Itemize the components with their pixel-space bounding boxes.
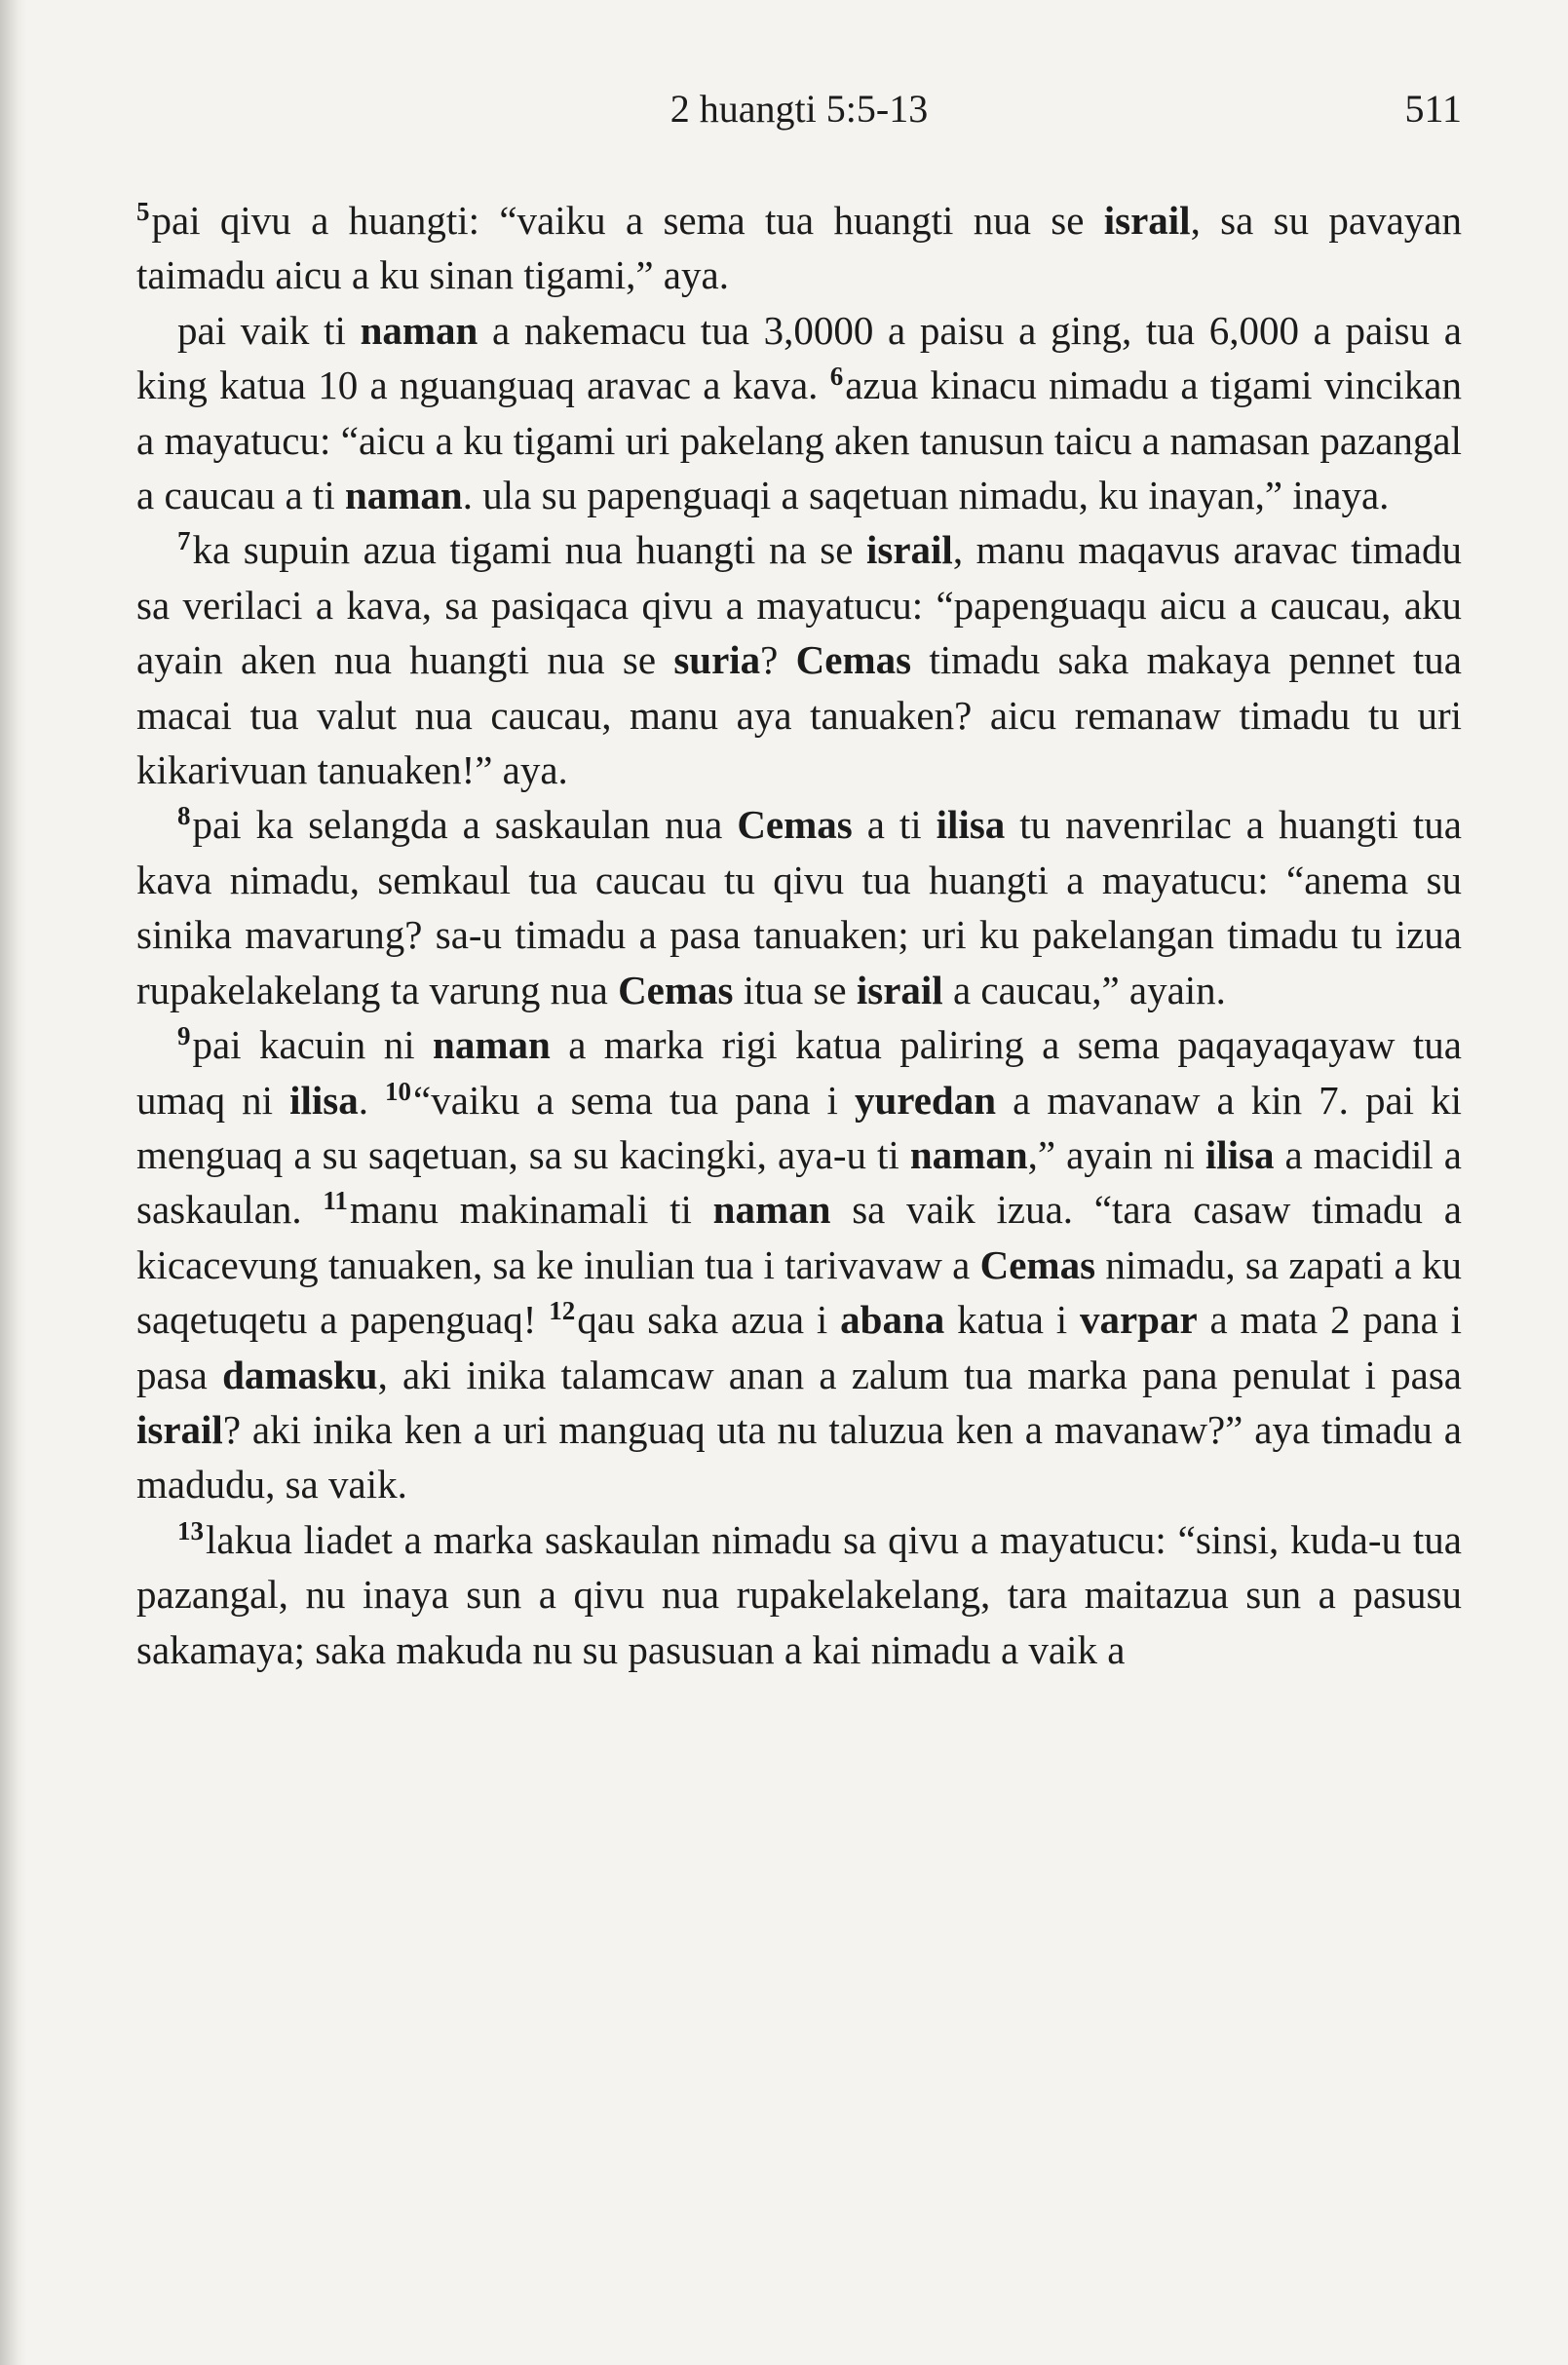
verse-number: 6 [829, 362, 844, 392]
verse-number: 8 [177, 801, 191, 831]
verse-text: timadu saka makaya pennet tua macai tua valut nua caucau, manu aya tanuaken? aicu remanaw timadu tu uri kikarivuan tanuaken!” aya. [136, 637, 1462, 793]
verse-text: , sa su pavayan taimadu aicu a ku sinan tigami,” aya. [136, 198, 1462, 298]
proper-name: ilisa [936, 802, 1006, 848]
paragraph [136, 1017, 1462, 1512]
proper-name: damasku [222, 1352, 378, 1397]
proper-name: naman [909, 1131, 1028, 1177]
verse-number: 5 [136, 197, 150, 226]
verse-text: , manu maqavus aravac timadu sa verilaci a kava, sa pasiqaca qivu a mayatucu: “papenguaqu aicu a caucau, aku ayain aken nua huangti nua se [136, 527, 1462, 683]
proper-name: ilisa [289, 1077, 359, 1123]
verse-text: . ula su papenguaqi a saqetuan nimadu, ku inayan,” inaya. [462, 473, 1390, 518]
verse-text: a nakemacu tua 3,0000 a paisu a ging, tua 6,000 a paisu a king katua 10 a nguanguaq aravac a kava. [136, 307, 1462, 408]
proper-name: israil [1103, 198, 1191, 243]
verse-text: , aki inika talamcaw anan a zalum tua marka pana penulat i pasa [377, 1352, 1462, 1397]
verse-text: katua i [944, 1297, 1080, 1343]
verse-number: 11 [323, 1186, 348, 1216]
proper-name: abana [840, 1297, 945, 1343]
proper-name: Cemas [979, 1241, 1096, 1287]
verse-text: pai vaik ti [177, 307, 361, 353]
proper-name: naman [344, 473, 463, 518]
verse-text: nimadu, sa zapati a ku saqetuqetu a papenguaq! [136, 1241, 1462, 1343]
proper-name: varpar [1079, 1297, 1198, 1343]
verse-text: . [358, 1077, 386, 1123]
page-number: 511 [1404, 87, 1462, 131]
verse-number: 7 [177, 526, 191, 556]
verse-text: lakua liadet a marka saskaulan nimadu sa qivu a mayatucu: “sinsi, kuda-u tua pazangal, nu inaya sun a qivu nua rupakelakelang, tara maitazua sun a pasusu sakamaya; saka makuda nu su pasusuan a kai nimadu a vaik a [136, 1516, 1462, 1672]
paragraph [136, 797, 1462, 1017]
verse-text: pai qivu a huangti: “vaiku a sema tua huangti nua se [151, 198, 1104, 243]
verse-text: ,” ayain ni [1027, 1131, 1205, 1177]
verse-text: ? [760, 637, 796, 683]
verse-text: itua se [733, 967, 857, 1012]
page-header [136, 86, 1462, 144]
running-title: 2 huangti 5:5-13 [669, 87, 929, 131]
proper-name: Cemas [795, 637, 912, 683]
proper-name: naman [433, 1022, 551, 1068]
paragraph [136, 1512, 1462, 1677]
verse-number: 13 [177, 1515, 204, 1545]
verse-text: a macidil a saskaulan. [136, 1131, 1462, 1233]
proper-name: Cemas [737, 802, 853, 848]
verse-text: pai ka selangda a saskaulan nua [192, 802, 738, 848]
proper-name: naman [360, 307, 478, 353]
verse-text: pai kacuin ni [192, 1022, 434, 1068]
verse-text: “vaiku a sema tua pana i [413, 1077, 855, 1123]
paragraph [136, 193, 1462, 303]
proper-name: naman [712, 1187, 831, 1233]
verse-text: sa vaik izua. “tara casaw timadu a kicacevung tanuaken, sa ke inulian tua i tarivavaw a [136, 1187, 1462, 1287]
proper-name: yuredan [854, 1077, 997, 1123]
verse-text: qau saka azua i [577, 1297, 841, 1343]
proper-name: israil [865, 527, 953, 573]
proper-name: Cemas [618, 967, 734, 1012]
proper-name: suria [673, 637, 761, 683]
body-text [136, 193, 1462, 1677]
verse-text: ? aki inika ken a uri manguaq uta nu taluzua ken a mavanaw?” aya timadu a madudu, sa vaik. [136, 1406, 1462, 1507]
paragraph [136, 303, 1462, 523]
verse-text: azua kinacu nimadu a tigami vincikan a mayatucu: “aicu a ku tigami uri pakelang aken tanusun taicu a namasan pazangal a caucau a ti [136, 362, 1463, 518]
verse-text: a ti [852, 802, 937, 848]
verse-text: a marka rigi katua paliring a sema paqayaqayaw tua umaq ni [136, 1022, 1462, 1123]
verse-text: a caucau,” ayain. [942, 967, 1226, 1012]
verse-text: ka supuin azua tigami nua huangti na se [192, 527, 866, 573]
verse-number: 9 [177, 1021, 191, 1051]
verse-text: a mavanaw a kin 7. pai ki menguaq a su saqetuan, sa su kacingki, aya-u ti [136, 1077, 1463, 1177]
proper-name: ilisa [1205, 1131, 1275, 1177]
verse-text: manu makinamali ti [349, 1187, 713, 1233]
proper-name: israil [856, 967, 943, 1012]
paragraph [136, 522, 1462, 797]
page-binding-shadow [0, 0, 27, 2365]
proper-name: israil [136, 1406, 223, 1452]
verse-number: 12 [549, 1296, 576, 1326]
verse-number: 10 [385, 1076, 412, 1106]
verse-text: tu navenrilac a huangti tua kava nimadu, semkaul tua caucau tu qivu tua huangti a mayatucu: “anema su sinika mavarung? sa-u timadu a pasa tanuaken; uri ku pakelangan timadu tu izua rupakelakelang ta varung nua [136, 802, 1462, 1012]
verse-text: a mata 2 pana i pasa [136, 1297, 1462, 1397]
